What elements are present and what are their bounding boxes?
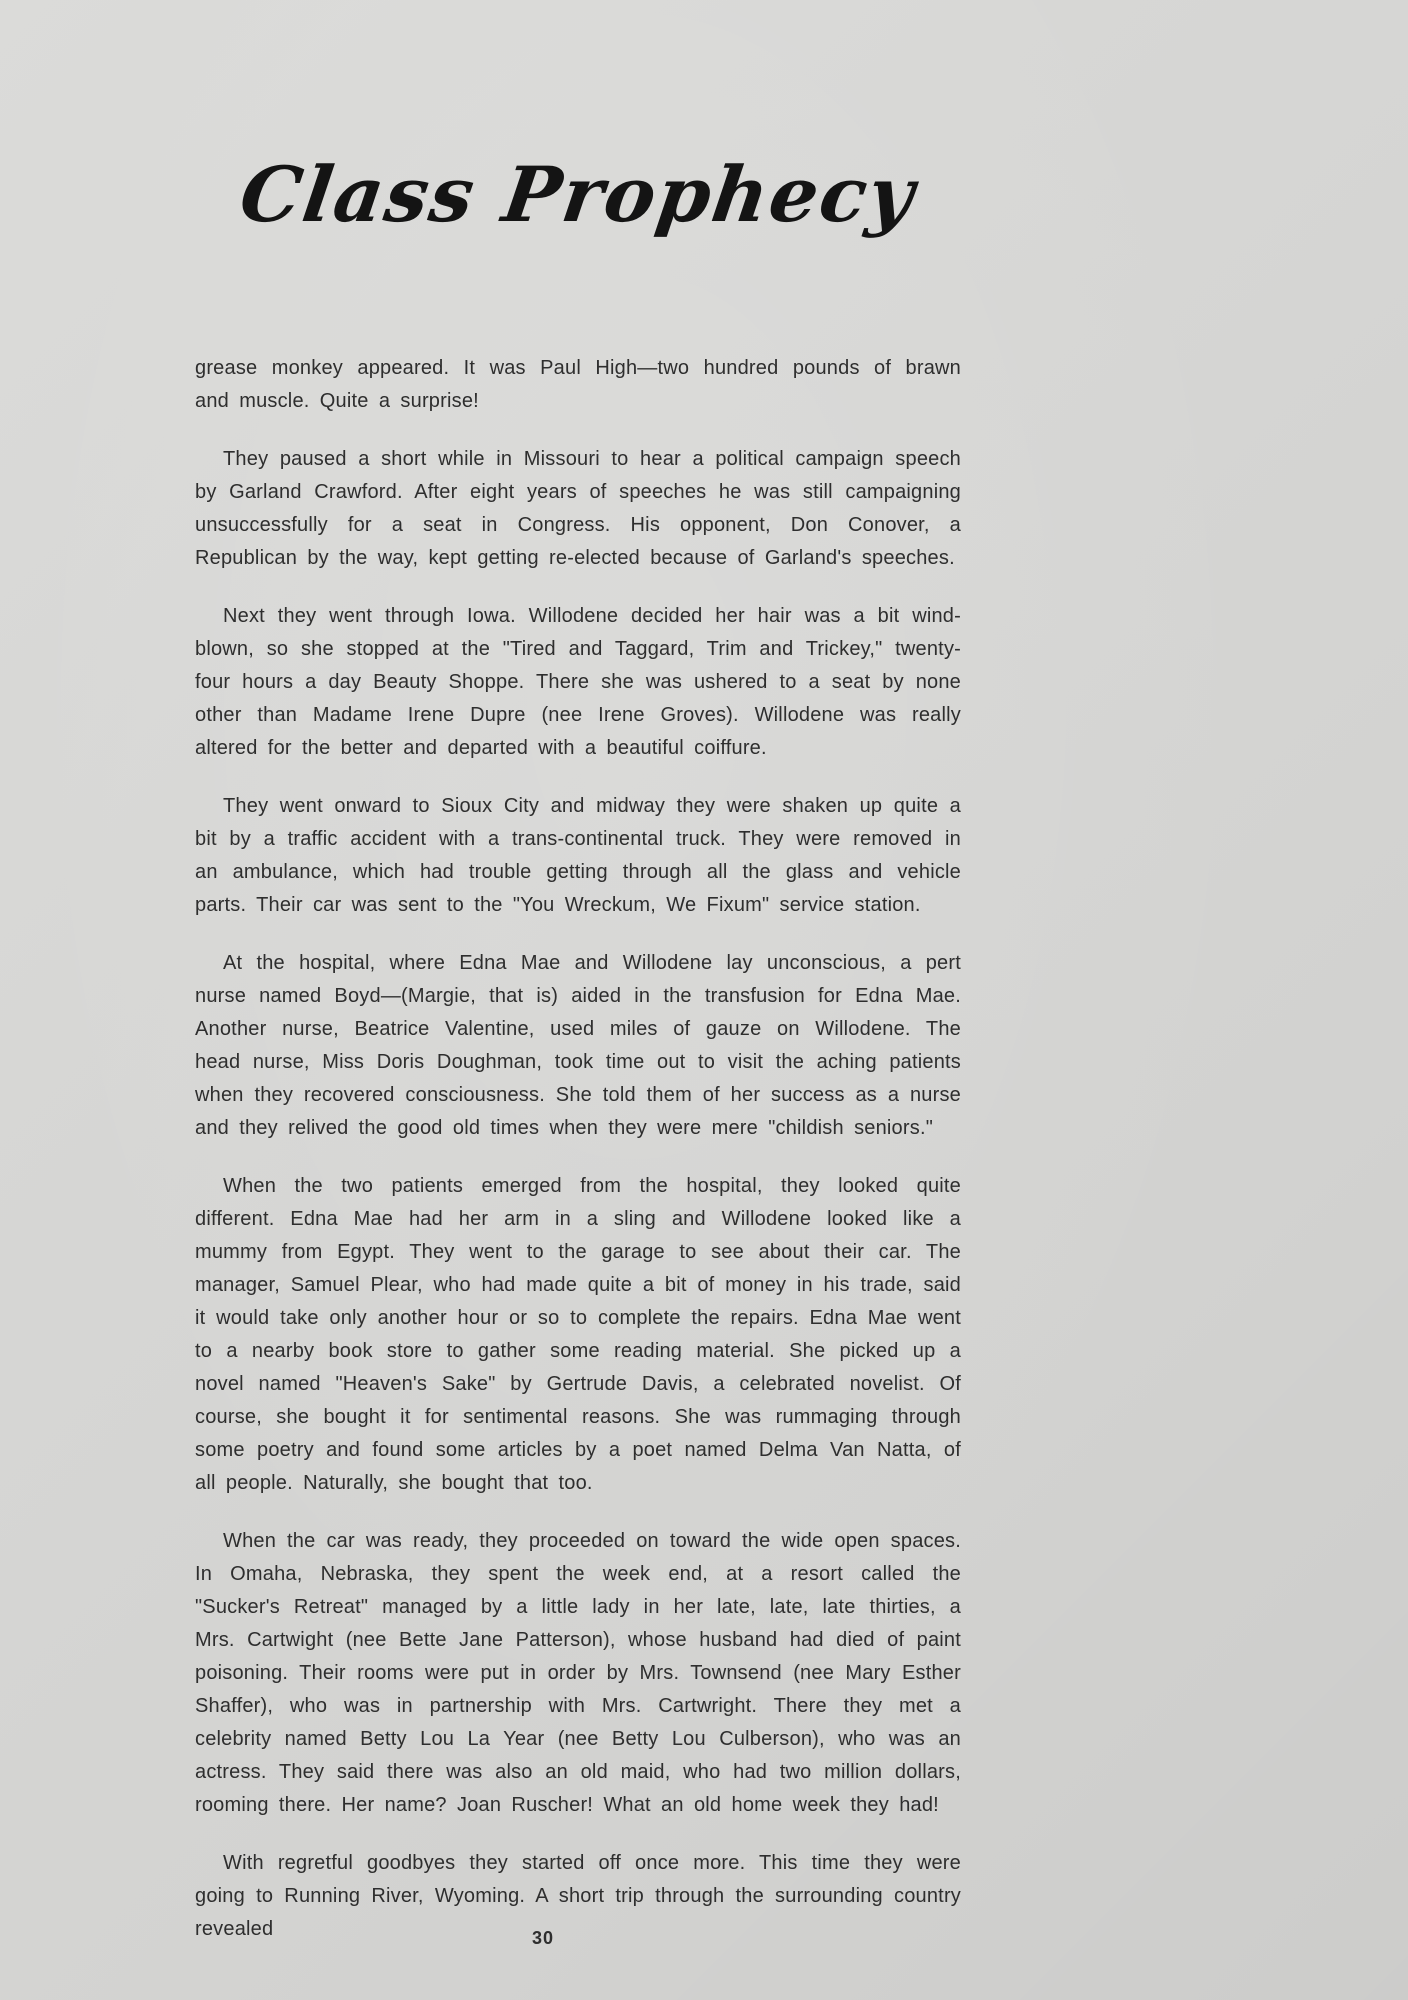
- article-body: [195, 352, 961, 1971]
- paragraph: They went onward to Sioux City and midway they were shaken up quite a bit by a traffic accident with a trans-continental truck. They were removed in an ambulance, which had trouble getting through all the glass and vehicle parts. Their car was sent to the "You Wreckum, We Fixum" service station.: [195, 795, 961, 916]
- paragraph: grease monkey appeared. It was Paul High—two hundred pounds of brawn and muscle. Quite a surprise!: [195, 357, 961, 412]
- page-title: Class Prophecy: [234, 150, 922, 239]
- page-number: 30: [531, 1928, 555, 1948]
- paragraph: When the two patients emerged from the hospital, they looked quite different. Edna Mae had her arm in a sling and Willodene looked like a mummy from Egypt. They went to the garage to see about their car. The manager, Samuel Plear, who had made quite a bit of money in his trade, said it would take only another hour or so to complete the repairs. Edna Mae went to a nearby book store to gather some reading material. She picked up a novel named "Heaven's Sake" by Gertrude Davis, a celebrated novelist. Of course, she bought it for sentimental reasons. She was rummaging through some poetry and found some articles by a poet named Delma Van Natta, of all people. Naturally, she bought that too.: [195, 1175, 961, 1494]
- paragraph: With regretful goodbyes they started off once more. This time they were going to Running River, Wyoming. A short trip through the surrounding country revealed: [195, 1852, 961, 1940]
- paragraph: Next they went through Iowa. Willodene decided her hair was a bit wind-blown, so she stopped at the "Tired and Taggard, Trim and Trickey," twenty-four hours a day Beauty Shoppe. There she was ushered to a seat by none other than Madame Irene Dupre (nee Irene Groves). Willodene was really altered for the better and departed with a beautiful coiffure.: [195, 605, 961, 759]
- paragraph: At the hospital, where Edna Mae and Willodene lay unconscious, a pert nurse named Boyd—(Margie, that is) aided in the transfusion for Edna Mae. Another nurse, Beatrice Valentine, used miles of gauze on Willodene. The head nurse, Miss Doris Doughman, took time out to visit the aching patients when they recovered consciousness. She told them of her success as a nurse and they relived the good old times when they were mere "childish seniors.": [195, 952, 961, 1139]
- paragraph: When the car was ready, they proceeded on toward the wide open spaces. In Omaha, Nebraska, they spent the week end, at a resort called the "Sucker's Retreat" managed by a little lady in her late, late, late thirties, a Mrs. Cartwight (nee Bette Jane Patterson), whose husband had died of paint poisoning. Their rooms were put in order by Mrs. Townsend (nee Mary Esther Shaffer), who was in partnership with Mrs. Cartwright. There they met a celebrity named Betty Lou La Year (nee Betty Lou Culberson), who was an actress. They said there was also an old maid, who had two million dollars, rooming there. Her name? Joan Ruscher! What an old home week they had!: [195, 1530, 961, 1816]
- paragraph: They paused a short while in Missouri to hear a political campaign speech by Garland Crawford. After eight years of speeches he was still campaigning unsuccessfully for a seat in Congress. His opponent, Don Conover, a Republican by the way, kept getting re-elected because of Garland's speeches.: [195, 448, 961, 569]
